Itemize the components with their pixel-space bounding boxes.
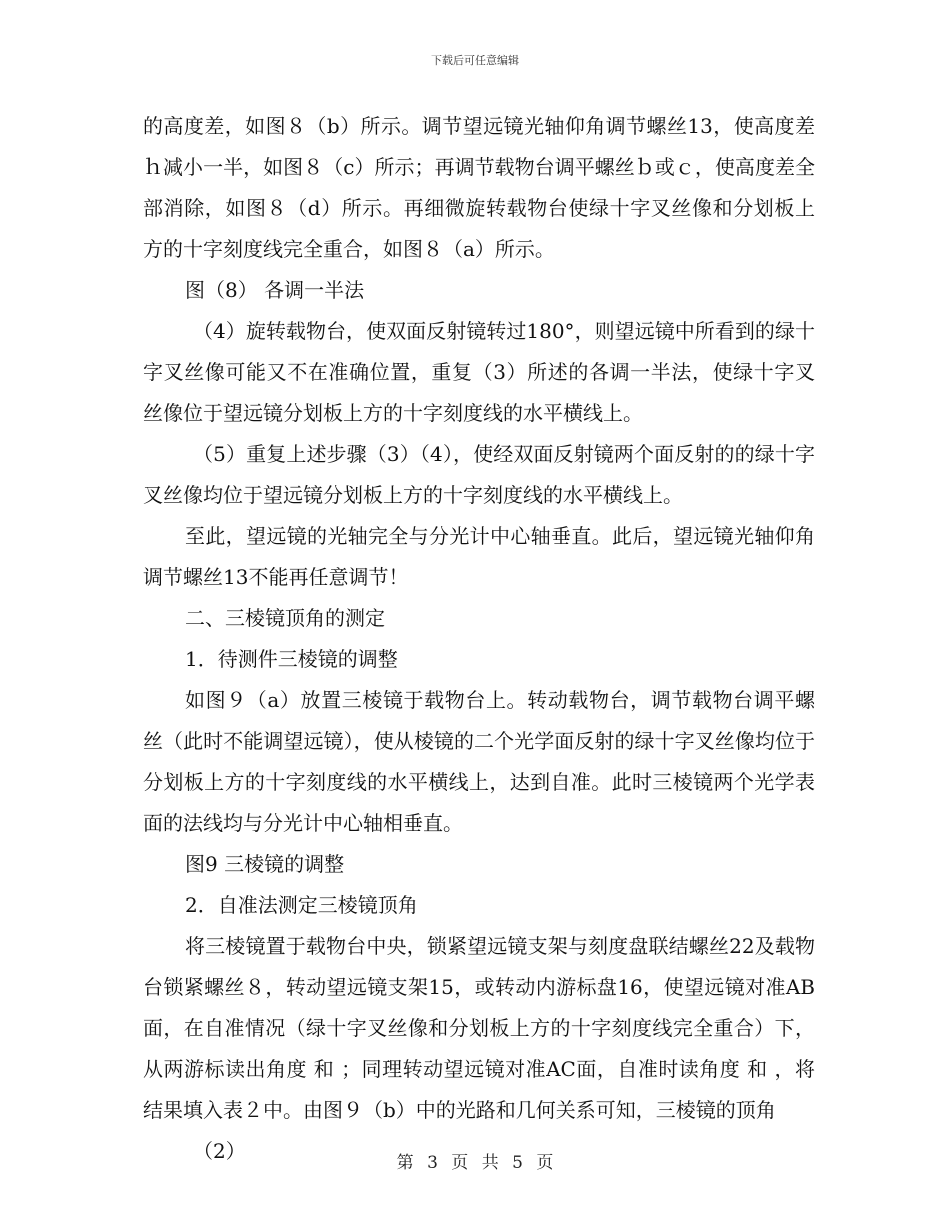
subheading-autocollimation: 2．自准法测定三棱镜顶角: [185, 893, 418, 917]
paragraph-height-difference: 的高度差，如图８（b）所示。调节望远镜光轴仰角调节螺丝13，使高度差ｈ减小一半，如图８（c）所示；再调节载物台调平螺丝ｂ或ｃ，使高度差全部消除，如图８（d）所示。再细微旋转载物台使绿十字叉丝像和分划板上方的十字刻度线完全重合，如图８（a）所示。: [143, 114, 815, 261]
paragraph-step-4: （4）旋转载物台，使双面反射镜转过180°，则望远镜中所看到的绿十字叉丝像可能又不在准确位置，重复（3）所述的各调一半法，使绿十字叉丝像位于望远镜分划板上方的十字刻度线的水平横线上。: [143, 319, 815, 425]
paragraph-autocollimation: 将三棱镜置于载物台中央，锁紧望远镜支架与刻度盘联结螺丝22及载物台锁紧螺丝８，转动望远镜支架15，或转动内游标盘16，使望远镜对准AB面，在自准情况（绿十字叉丝像和分划板上方的十字刻度线完全重合）下，从两游标读出角度 和 ；同理转动望远镜对准AC面，自准时读角度 和 ，将结果填入表２中。由图９（b）中的光路和几何关系可知，三棱镜的顶角: [143, 934, 815, 1122]
figure-caption-8: 图（8） 各调一半法: [185, 278, 365, 302]
equation-number: （2）: [193, 1139, 246, 1163]
footer-suffix: 页: [536, 1153, 554, 1173]
footer-total-pages: 5: [512, 1153, 523, 1173]
footer-current-page: 3: [427, 1153, 438, 1173]
section-heading-prism-angle: 二、三棱镜顶角的测定: [185, 606, 385, 630]
page-footer: [0, 1148, 950, 1173]
document-body: [143, 106, 815, 1172]
paragraph-conclusion: 至此，望远镜的光轴完全与分光计中心轴垂直。此后，望远镜光轴仰角调节螺丝13不能再任意调节！: [143, 524, 815, 589]
page-header: 下载后可任意编辑: [431, 54, 519, 67]
subheading-prism-adjustment: 1．待测件三棱镜的调整: [185, 647, 398, 671]
footer-page-word: 页: [451, 1153, 469, 1173]
paragraph-step-5: （5）重复上述步骤（3）（4），使经双面反射镜两个面反射的的绿十字叉丝像均位于望远镜分划板上方的十字刻度线的水平横线上。: [143, 442, 815, 507]
paragraph-prism-adjustment: 如图９（a）放置三棱镜于载物台上。转动载物台，调节载物台调平螺丝（此时不能调望远镜），使从棱镜的二个光学面反射的绿十字叉丝像均位于分划板上方的十字刻度线的水平横线上，达到自准。此时三棱镜两个光学表面的法线均与分光计中心轴相垂直。: [143, 688, 815, 835]
footer-total-word: 共: [481, 1153, 499, 1173]
footer-prefix: 第: [396, 1153, 414, 1173]
figure-caption-9: 图9 三棱镜的调整: [185, 852, 345, 876]
